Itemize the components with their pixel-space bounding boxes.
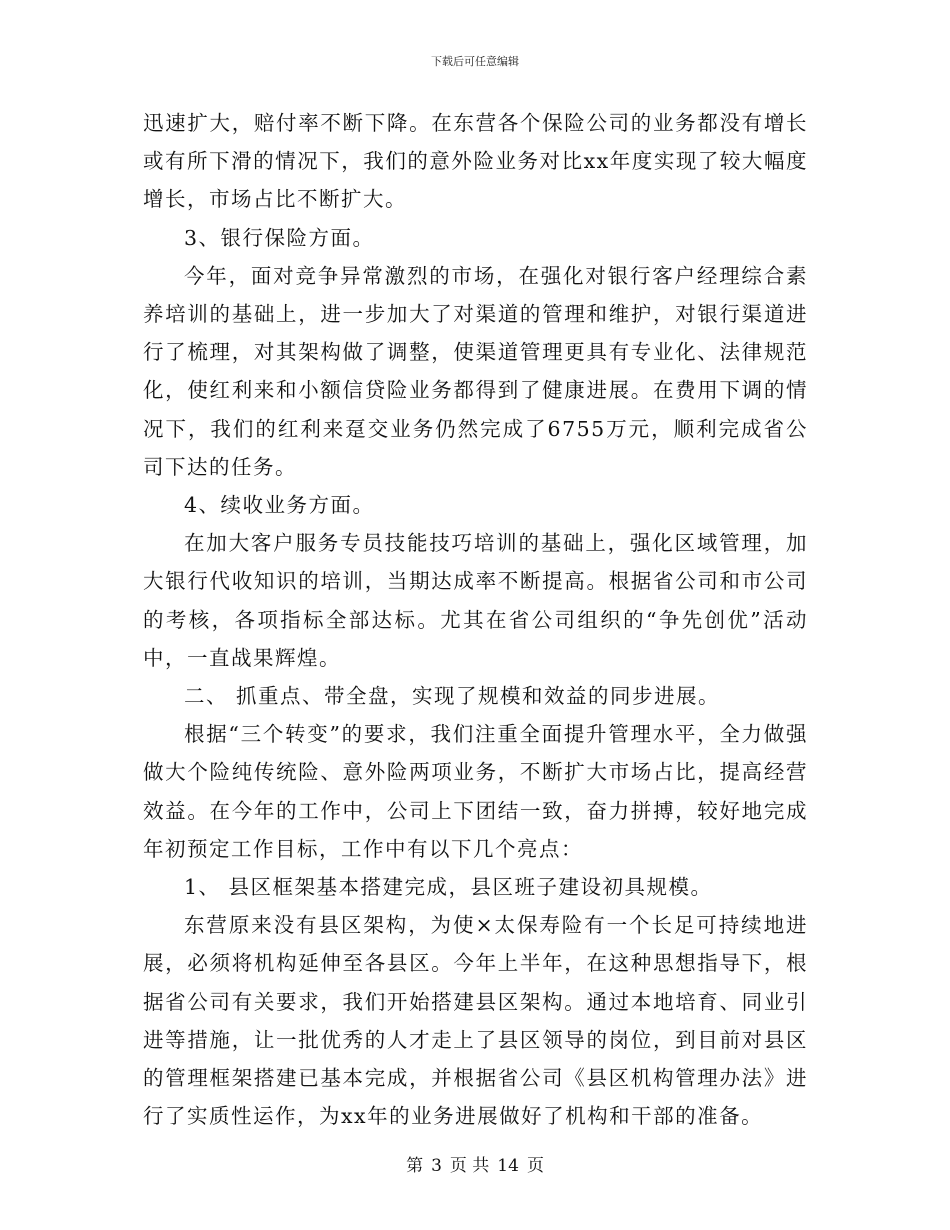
paragraph: 根据“三个转变”的要求，我们注重全面提升管理水平，全力做强做大个险纯传统险、意外险两项业务，不断扩大市场占比，提高经营效益。在今年的工作中，公司上下团结一致，奋力拼搏，较好地完成年初预定工作目标，工作中有以下几个亮点： [143,722,808,861]
footer-middle: 页 共 [449,1156,490,1176]
section-heading: 1、 县区框架基本搭建完成，县区班子建设初具规模。 [184,875,713,900]
page-header: 下载后可任意编辑 [431,55,519,68]
footer-current-page: 3 [431,1156,442,1176]
footer-prefix: 第 [406,1156,424,1176]
section-heading: 3、银行保险方面。 [184,225,375,250]
page-footer [0,1151,950,1176]
section-heading: 二、 抓重点、带全盘，实现了规模和效益的同步进展。 [184,684,721,709]
paragraph: 在加大客户服务专员技能技巧培训的基础上，强化区域管理，加大银行代收知识的培训，当期达成率不断提高。根据省公司和市公司的考核，各项指标全部达标。尤其在省公司组织的“争先创优”活动中，一直战果辉煌。 [143,531,808,670]
section-heading: 4、续收业务方面。 [184,493,375,518]
document-body [143,104,808,1135]
paragraph: 迅速扩大，赔付率不断下降。在东营各个保险公司的业务都没有增长或有所下滑的情况下，我们的意外险业务对比xx年度实现了较大幅度增长，市场占比不断扩大。 [143,111,808,212]
paragraph: 东营原来没有县区架构，为使×太保寿险有一个长足可持续地进展，必须将机构延伸至各县区。今年上半年，在这种思想指导下，根据省公司有关要求，我们开始搭建县区架构。通过本地培育、同业引进等措施，让一批优秀的人才走上了县区领导的岗位，到目前对县区的管理框架搭建已基本完成，并根据省公司《县区机构管理办法》进行了实质性运作，为xx年的业务进展做好了机构和干部的准备。 [143,913,808,1129]
paragraph: 今年，面对竞争异常激烈的市场，在强化对银行客户经理综合素养培训的基础上，进一步加大了对渠道的管理和维护，对银行渠道进行了梳理，对其架构做了调整，使渠道管理更具有专业化、法律规范化，使红利来和小额信贷险业务都得到了健康进展。在费用下调的情况下，我们的红利来趸交业务仍然完成了6755万元，顺利完成省公司下达的任务。 [143,263,808,479]
footer-total-pages: 14 [497,1156,519,1176]
footer-suffix: 页 [526,1156,544,1176]
